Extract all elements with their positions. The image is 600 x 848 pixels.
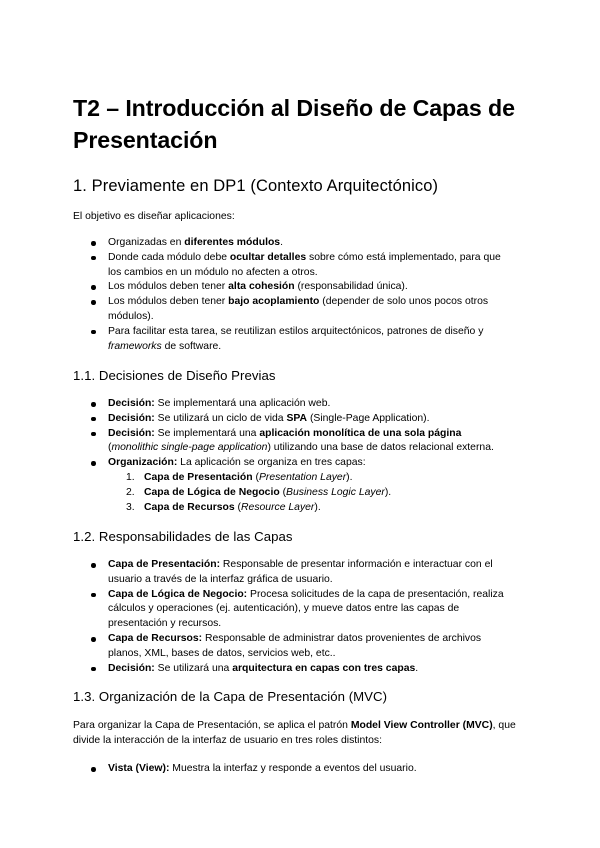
list-item: Capa de Lógica de Negocio: Procesa solicitudes de la capa de presentación, realiza cálculos y operaciones (ej. autenticación), y mueve datos entre las capas de presentación y recursos. [90, 588, 510, 632]
list-item: Organizadas en diferentes módulos. [90, 236, 510, 251]
section-1-3-list [90, 762, 510, 777]
section-1-heading: 1. Previamente en DP1 (Contexto Arquitectónico) [73, 177, 439, 195]
layers-list [126, 471, 506, 515]
list-item: Capa de Recursos: Responsable de administrar datos provenientes de archivos planos, XML, bases de datos, servicios web, etc.. [90, 632, 510, 662]
section-1-1-list [90, 397, 510, 515]
list-item: Decisión: Se implementará una aplicación web. [90, 397, 510, 412]
numbered-item: 1. Capa de Presentación (Presentation Layer). [126, 471, 353, 483]
list-item: Los módulos deben tener alta cohesión (responsabilidad única). [90, 280, 510, 295]
list-item: Decisión: Se utilizará un ciclo de vida SPA (Single-Page Application). [90, 412, 510, 427]
list-item: Decisión: Se utilizará una arquitectura en capas con tres capas. [90, 662, 510, 677]
section-1-1-heading: 1.1. Decisiones de Diseño Previas [73, 368, 276, 383]
section-1-2-heading: 1.2. Responsabilidades de las Capas [73, 529, 293, 544]
list-item: Para facilitar esta tarea, se reutilizan estilos arquitectónicos, patrones de diseño y frameworks de software. [90, 325, 510, 355]
section-1-2-list [90, 558, 510, 676]
list-item: Organización: La aplicación se organiza en tres capas: 1. Capa de Presentación (Presentation Layer). 2. Capa de Lógica de Negocio (Business Logic Layer). 3. Capa de Recursos (Resource Layer). [90, 456, 510, 515]
section-1-list [90, 236, 510, 354]
section-1-intro: El objetivo es diseñar aplicaciones: [73, 211, 235, 222]
list-item: Donde cada módulo debe ocultar detalles sobre cómo está implementado, para que los cambios en un módulo no afecten a otros. [90, 251, 510, 281]
list-item: Capa de Presentación: Responsable de presentar información e interactuar con el usuario a través de la interfaz gráfica de usuario. [90, 558, 510, 588]
numbered-item: 3. Capa de Recursos (Resource Layer). [126, 501, 321, 513]
list-item: Vista (View): Muestra la interfaz y responde a eventos del usuario. [90, 762, 510, 777]
section-1-3-heading: 1.3. Organización de la Capa de Presentación (MVC) [73, 689, 388, 704]
numbered-item: 2. Capa de Lógica de Negocio (Business Logic Layer). [126, 486, 392, 498]
document-title: T2 – Introducción al Diseño de Capas de Presentación [73, 95, 515, 153]
section-1-3-paragraph: Para organizar la Capa de Presentación, se aplica el patrón Model View Controller (MVC), que divide la interacción de la interfaz de usuario en tres roles distintos: [73, 720, 516, 746]
list-item: Los módulos deben tener bajo acoplamiento (depender de solo unos pocos otros módulos). [90, 295, 510, 325]
list-item: Decisión: Se implementará una aplicación monolítica de una sola página (monolithic single-page application) utilizando una base de datos relacional externa. [90, 427, 510, 457]
